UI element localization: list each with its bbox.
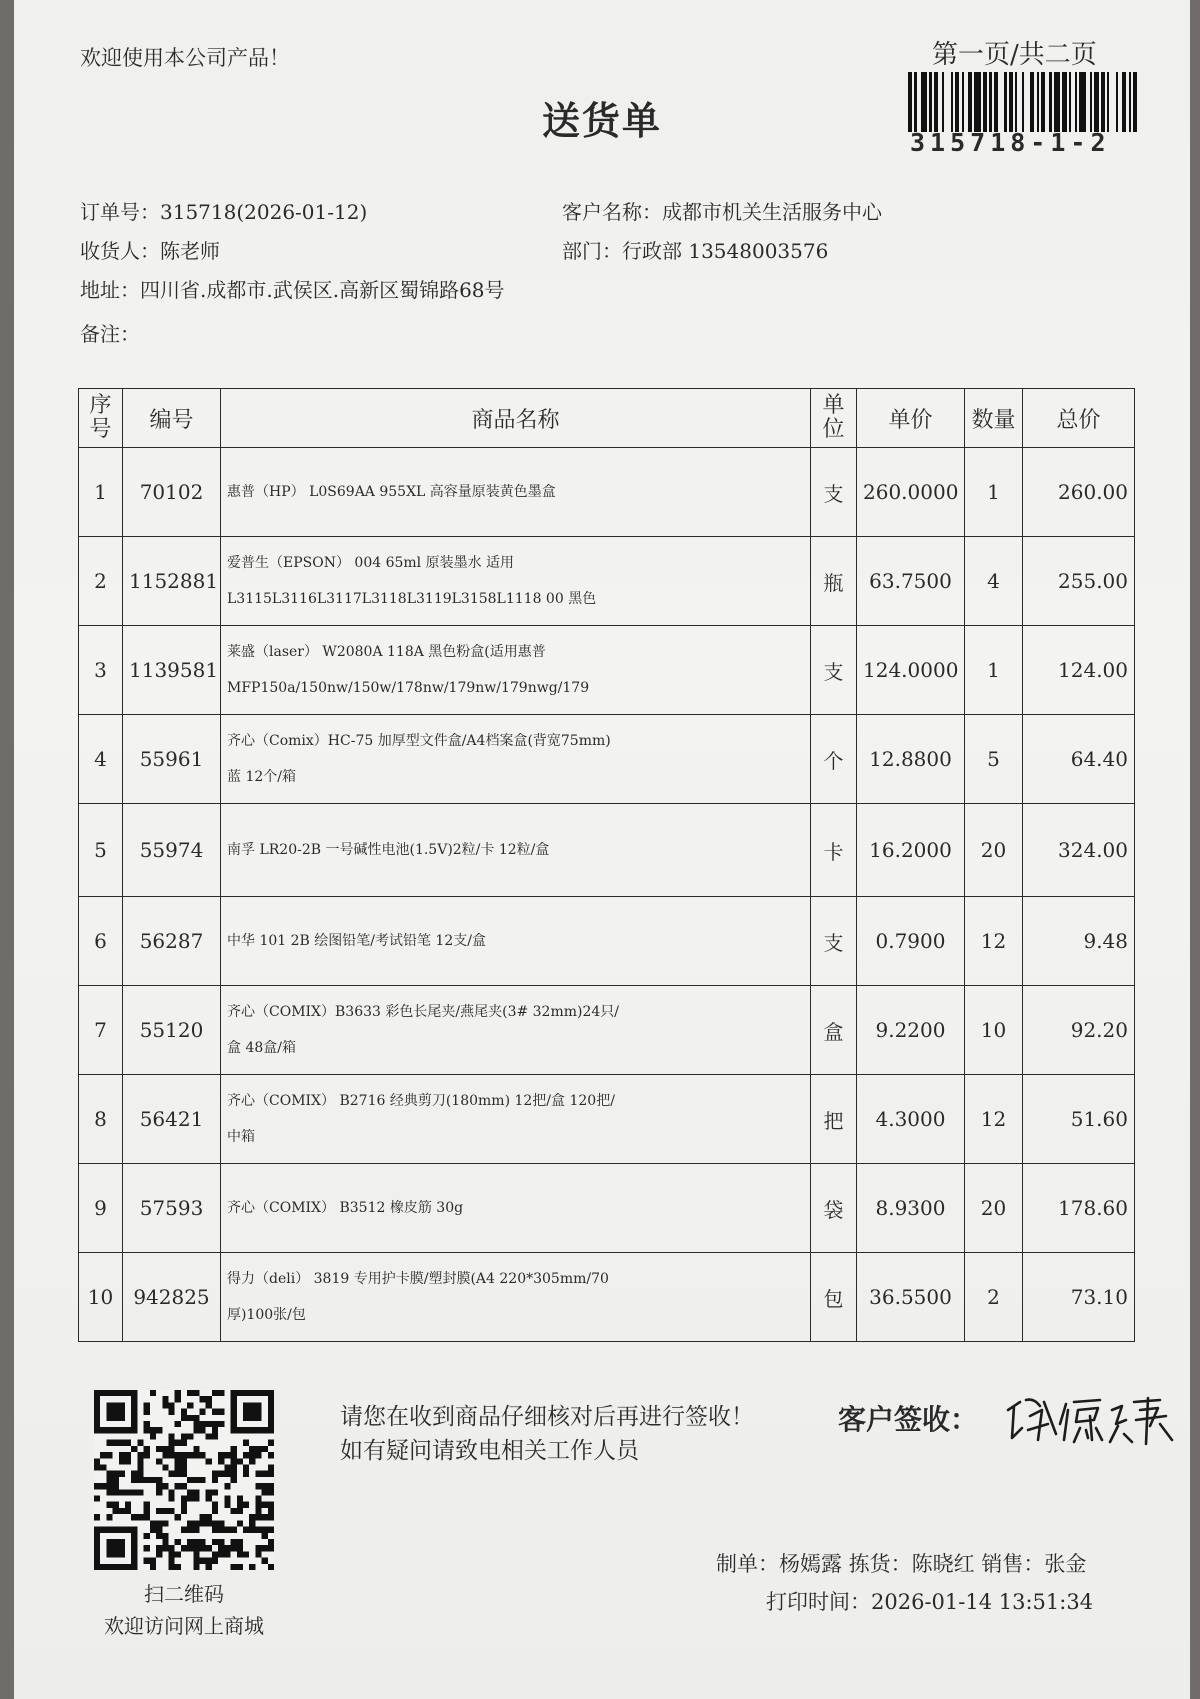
cell-name-line1: 齐心（Comix）HC-75 加厚型文件盒/A4档案盒(背宽75mm) bbox=[227, 733, 611, 749]
customer-value: 成都市机关生活服务中心 bbox=[662, 200, 882, 224]
cell-name-line1: 南孚 LR20-2B 一号碱性电池(1.5V)2粒/卡 12粒/盒 bbox=[227, 842, 550, 858]
cell-price: 12.8800 bbox=[857, 715, 965, 804]
cell-qty: 20 bbox=[965, 804, 1023, 897]
cell-name bbox=[221, 804, 811, 897]
cell-seq: 6 bbox=[79, 897, 123, 986]
cell-total: 51.60 bbox=[1023, 1075, 1135, 1164]
cell-price: 124.0000 bbox=[857, 626, 965, 715]
cell-unit: 卡 bbox=[811, 804, 857, 897]
document-title: 送货单 bbox=[541, 98, 662, 143]
table-row bbox=[79, 1253, 1135, 1342]
receiver-value: 陈老师 bbox=[160, 239, 220, 263]
qr-code bbox=[94, 1390, 274, 1570]
cell-code: 1139581 bbox=[123, 626, 221, 715]
cell-name-line1: 惠普（HP） L0S69AA 955XL 高容量原装黄色墨盒 bbox=[227, 484, 556, 500]
cell-total: 260.00 bbox=[1023, 448, 1135, 537]
cell-name bbox=[221, 626, 811, 715]
table-header-row bbox=[79, 389, 1135, 448]
cell-unit: 支 bbox=[811, 626, 857, 715]
cell-total: 255.00 bbox=[1023, 537, 1135, 626]
department-row bbox=[562, 235, 828, 264]
table-row bbox=[79, 897, 1135, 986]
receiver-label: 收货人： bbox=[80, 239, 160, 263]
remark-row bbox=[80, 318, 140, 347]
table-row bbox=[79, 804, 1135, 897]
table-row bbox=[79, 986, 1135, 1075]
cell-qty: 1 bbox=[965, 626, 1023, 715]
cell-code: 1152881 bbox=[123, 537, 221, 626]
header-name: 商品名称 bbox=[221, 389, 811, 448]
cell-total: 124.00 bbox=[1023, 626, 1135, 715]
cell-name-line2: 盒 48盒/箱 bbox=[227, 1040, 296, 1056]
order-number-row bbox=[80, 196, 367, 225]
cell-name-line1: 齐心（COMIX） B2716 经典剪刀(180mm) 12把/盒 120把/ bbox=[227, 1093, 615, 1109]
cell-code: 56421 bbox=[123, 1075, 221, 1164]
notice-text: 请您在收到商品仔细核对后再进行签收！如有疑问请致电相关工作人员 bbox=[340, 1404, 754, 1464]
cell-name-line1: 齐心（COMIX）B3633 彩色长尾夹/燕尾夹(3# 32mm)24只/ bbox=[227, 1004, 620, 1020]
header-price: 单价 bbox=[857, 389, 965, 448]
cell-code: 55974 bbox=[123, 804, 221, 897]
cell-qty: 1 bbox=[965, 448, 1023, 537]
cell-name bbox=[221, 897, 811, 986]
order-number-value: 315718(2026-01-12) bbox=[160, 200, 368, 224]
cell-code: 55961 bbox=[123, 715, 221, 804]
table-row bbox=[79, 715, 1135, 804]
cell-price: 36.5500 bbox=[857, 1253, 965, 1342]
cell-name bbox=[221, 448, 811, 537]
cell-qty: 20 bbox=[965, 1164, 1023, 1253]
cell-qty: 5 bbox=[965, 715, 1023, 804]
cell-total: 92.20 bbox=[1023, 986, 1135, 1075]
receiver-row bbox=[80, 235, 220, 264]
barcode bbox=[908, 72, 1140, 132]
remark-label: 备注： bbox=[80, 322, 140, 346]
header-seq: 序号 bbox=[79, 389, 123, 448]
department-value: 行政部 13548003576 bbox=[622, 239, 829, 263]
cell-total: 324.00 bbox=[1023, 804, 1135, 897]
cell-qty: 12 bbox=[965, 1075, 1023, 1164]
cell-total: 178.60 bbox=[1023, 1164, 1135, 1253]
cell-code: 942825 bbox=[123, 1253, 221, 1342]
qr-caption bbox=[74, 1578, 294, 1642]
cell-name-line1: 莱盛（laser） W2080A 118A 黑色粉盒(适用惠普 bbox=[227, 644, 546, 660]
cell-code: 70102 bbox=[123, 448, 221, 537]
table-row bbox=[79, 537, 1135, 626]
cell-qty: 12 bbox=[965, 897, 1023, 986]
cell-qty: 10 bbox=[965, 986, 1023, 1075]
cell-unit: 袋 bbox=[811, 1164, 857, 1253]
cell-unit: 包 bbox=[811, 1253, 857, 1342]
cell-total: 73.10 bbox=[1023, 1253, 1135, 1342]
cell-name bbox=[221, 1075, 811, 1164]
qr-caption-line2: 欢迎访问网上商城 bbox=[104, 1614, 264, 1638]
cell-seq: 4 bbox=[79, 715, 123, 804]
cell-price: 8.9300 bbox=[857, 1164, 965, 1253]
barcode-number: 315718-1-2 bbox=[910, 128, 1111, 157]
print-time: 打印时间：2026-01-14 13:51:34 bbox=[766, 1590, 1094, 1614]
cell-name-line1: 得力（deli） 3819 专用护卡膜/塑封膜(A4 220*305mm/70 bbox=[227, 1271, 609, 1287]
cell-name-line1: 爱普生（EPSON） 004 65ml 原装墨水 适用 bbox=[227, 555, 515, 571]
address-row bbox=[80, 274, 505, 303]
table-row bbox=[79, 626, 1135, 715]
header-qty: 数量 bbox=[965, 389, 1023, 448]
table-row bbox=[79, 448, 1135, 537]
header-code: 编号 bbox=[123, 389, 221, 448]
cell-name bbox=[221, 1253, 811, 1342]
cell-unit: 瓶 bbox=[811, 537, 857, 626]
page-indicator: 第一页/共二页 bbox=[932, 40, 1097, 70]
cell-seq: 1 bbox=[79, 448, 123, 537]
cell-seq: 9 bbox=[79, 1164, 123, 1253]
cell-name bbox=[221, 537, 811, 626]
cell-name bbox=[221, 986, 811, 1075]
cell-name bbox=[221, 1164, 811, 1253]
cell-price: 63.7500 bbox=[857, 537, 965, 626]
customer-row bbox=[562, 196, 882, 225]
customer-signature bbox=[1000, 1380, 1180, 1450]
cell-seq: 5 bbox=[79, 804, 123, 897]
cell-total: 9.48 bbox=[1023, 897, 1135, 986]
cell-name-line2: 厚)100张/包 bbox=[227, 1307, 306, 1323]
cell-qty: 4 bbox=[965, 537, 1023, 626]
cell-unit: 支 bbox=[811, 897, 857, 986]
order-number-label: 订单号： bbox=[80, 200, 160, 224]
items-table bbox=[78, 388, 1135, 1342]
customer-label: 客户名称： bbox=[562, 200, 662, 224]
cell-seq: 7 bbox=[79, 986, 123, 1075]
qr-caption-line1: 扫二维码 bbox=[144, 1582, 224, 1606]
cell-name-line2: 中箱 bbox=[227, 1129, 255, 1145]
cell-name-line1: 齐心（COMIX） B3512 橡皮筋 30g bbox=[227, 1200, 464, 1216]
cell-name-line2: L3115L3116L3117L3118L3119L3158L1118 00 黑色 bbox=[227, 591, 597, 607]
cell-code: 55120 bbox=[123, 986, 221, 1075]
cell-name-line1: 中华 101 2B 绘图铅笔/考试铅笔 12支/盒 bbox=[227, 933, 486, 949]
cell-unit: 个 bbox=[811, 715, 857, 804]
address-label: 地址： bbox=[80, 278, 140, 302]
welcome-text: 欢迎使用本公司产品！ bbox=[80, 46, 290, 70]
cell-code: 56287 bbox=[123, 897, 221, 986]
cell-unit: 把 bbox=[811, 1075, 857, 1164]
cell-price: 0.7900 bbox=[857, 897, 965, 986]
cell-price: 260.0000 bbox=[857, 448, 965, 537]
cell-seq: 2 bbox=[79, 537, 123, 626]
header-unit: 单位 bbox=[811, 389, 857, 448]
cell-name-line2: MFP150a/150nw/150w/178nw/179nw/179nwg/179 bbox=[227, 680, 590, 696]
address-value: 四川省.成都市.武侯区.高新区蜀锦路68号 bbox=[140, 278, 505, 302]
cell-name bbox=[221, 715, 811, 804]
cell-price: 16.2000 bbox=[857, 804, 965, 897]
cell-seq: 10 bbox=[79, 1253, 123, 1342]
cell-code: 57593 bbox=[123, 1164, 221, 1253]
customer-sign-label: 客户签收： bbox=[838, 1403, 979, 1436]
delivery-note-sheet bbox=[14, 0, 1190, 1699]
cell-seq: 3 bbox=[79, 626, 123, 715]
cell-unit: 支 bbox=[811, 448, 857, 537]
cell-name-line2: 蓝 12个/箱 bbox=[227, 769, 296, 785]
cell-seq: 8 bbox=[79, 1075, 123, 1164]
cell-unit: 盒 bbox=[811, 986, 857, 1075]
header-total: 总价 bbox=[1023, 389, 1135, 448]
table-row bbox=[79, 1075, 1135, 1164]
staff-info: 制单：杨嫣露 拣货：陈晓红 销售：张金 bbox=[716, 1552, 1087, 1576]
cell-qty: 2 bbox=[965, 1253, 1023, 1342]
table-row bbox=[79, 1164, 1135, 1253]
cell-price: 9.2200 bbox=[857, 986, 965, 1075]
cell-total: 64.40 bbox=[1023, 715, 1135, 804]
cell-price: 4.3000 bbox=[857, 1075, 965, 1164]
department-label: 部门： bbox=[562, 239, 622, 263]
